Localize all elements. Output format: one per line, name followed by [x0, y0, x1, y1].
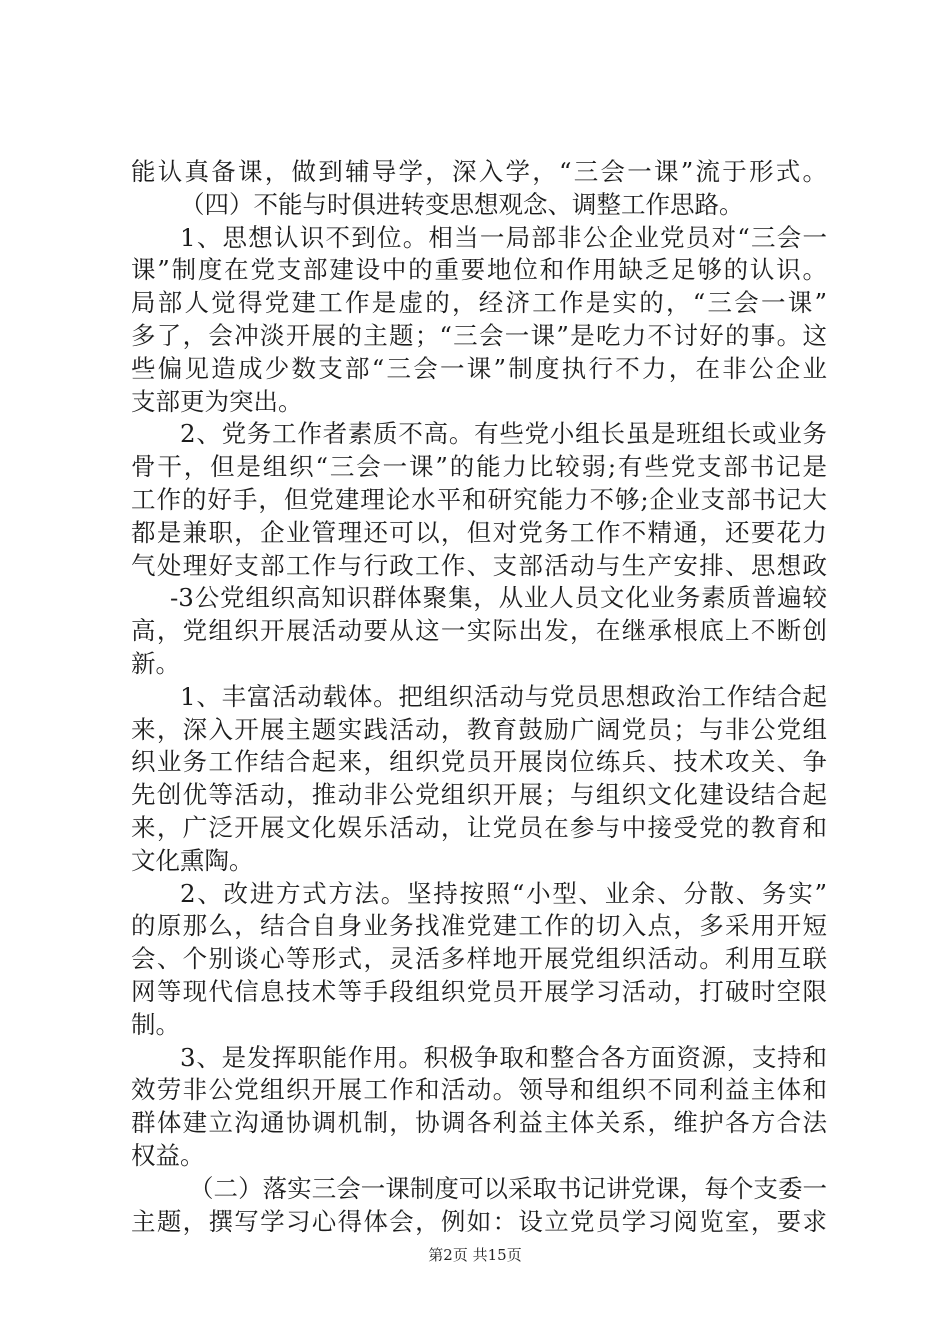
text-line: 权益。: [131, 1140, 205, 1170]
paragraph-start: -3公党组织高知识群体聚集，从业人员文化业务素质普遍较: [170, 583, 827, 613]
text-line: 会、个别谈心等形式，灵活多样地开展党组织活动。利用互联: [131, 944, 827, 974]
text-line: 群体建立沟通协调机制，协调各利益主体关系，维护各方合法: [131, 1108, 827, 1138]
text-line: 支部更为突出。: [131, 386, 303, 416]
page-footer: 第2页 共15页: [428, 1246, 522, 1264]
text-line: 多了，会冲淡开展的主题；“三会一课”是吃力不讨好的事。这: [131, 320, 827, 350]
text-line: 主题，撰写学习心得体会，例如：设立党员学习阅览室，要求: [131, 1206, 827, 1236]
text-line: 文化熏陶。: [131, 845, 254, 875]
text-line: 来，广泛开展文化娱乐活动，让党员在参与中接受党的教育和: [131, 812, 827, 842]
text-line: 的原那么，结合自身业务找准党建工作的切入点，多采用开短: [131, 911, 827, 941]
text-line: 网等现代信息技术等手段组织党员开展学习活动，打破时空限: [131, 976, 827, 1006]
paragraph-start: 2、改进方式方法。坚持按照“小型、业余、分散、务实”: [180, 878, 827, 908]
text-line: 先创优等活动，推动非公党组织开展；与组织文化建设结合起: [131, 780, 827, 810]
paragraph-start: 3、是发挥职能作用。积极争取和整合各方面资源，支持和: [180, 1042, 827, 1072]
text-line: 织业务工作结合起来，组织党员开展岗位练兵、技术攻关、争: [131, 747, 827, 777]
text-line: 能认真备课，做到辅导学，深入学，“三会一课”流于形式。: [131, 157, 827, 186]
text-line: 骨干，但是组织“三会一课”的能力比较弱;有些党支部书记是: [131, 452, 827, 482]
paragraph-start: 1、思想认识不到位。相当一局部非公企业党员对“三会一: [180, 222, 827, 252]
section-heading: （二）落实三会一课制度可以采取书记讲党课，每个支委一: [189, 1173, 827, 1203]
text-line: 课”制度在党支部建设中的重要地位和作用缺乏足够的认识。: [131, 255, 827, 285]
text-line: 都是兼职，企业管理还可以，但对党务工作不精通，还要花力: [131, 517, 827, 547]
text-line: 制。: [131, 1009, 180, 1039]
text-line: 气处理好支部工作与行政工作、支部活动与生产安排、思想政: [131, 550, 827, 580]
text-line: 工作的好手，但党建理论水平和研究能力不够;企业支部书记大: [131, 484, 827, 514]
text-line: 效劳非公党组织开展工作和活动。领导和组织不同利益主体和: [131, 1075, 827, 1105]
text-line: 局部人觉得党建工作是虚的，经济工作是实的，“三会一课”: [131, 288, 827, 318]
text-line: 些偏见造成少数支部“三会一课”制度执行不力，在非公企业: [131, 353, 827, 383]
text-line: 来，深入开展主题实践活动，教育鼓励广阔党员；与非公党组: [131, 714, 827, 744]
text-line: 高，党组织开展活动要从这一实际出发，在继承根底上不断创: [131, 616, 827, 646]
text-line: 新。: [131, 648, 180, 678]
section-heading: （四）不能与时俱进转变思想观念、调整工作思路。: [180, 189, 744, 219]
paragraph-start: 1、丰富活动载体。把组织活动与党员思想政治工作结合起: [180, 681, 827, 711]
paragraph-start: 2、党务工作者素质不高。有些党小组长虽是班组长或业务: [180, 419, 827, 449]
body-text: [131, 156, 827, 1238]
